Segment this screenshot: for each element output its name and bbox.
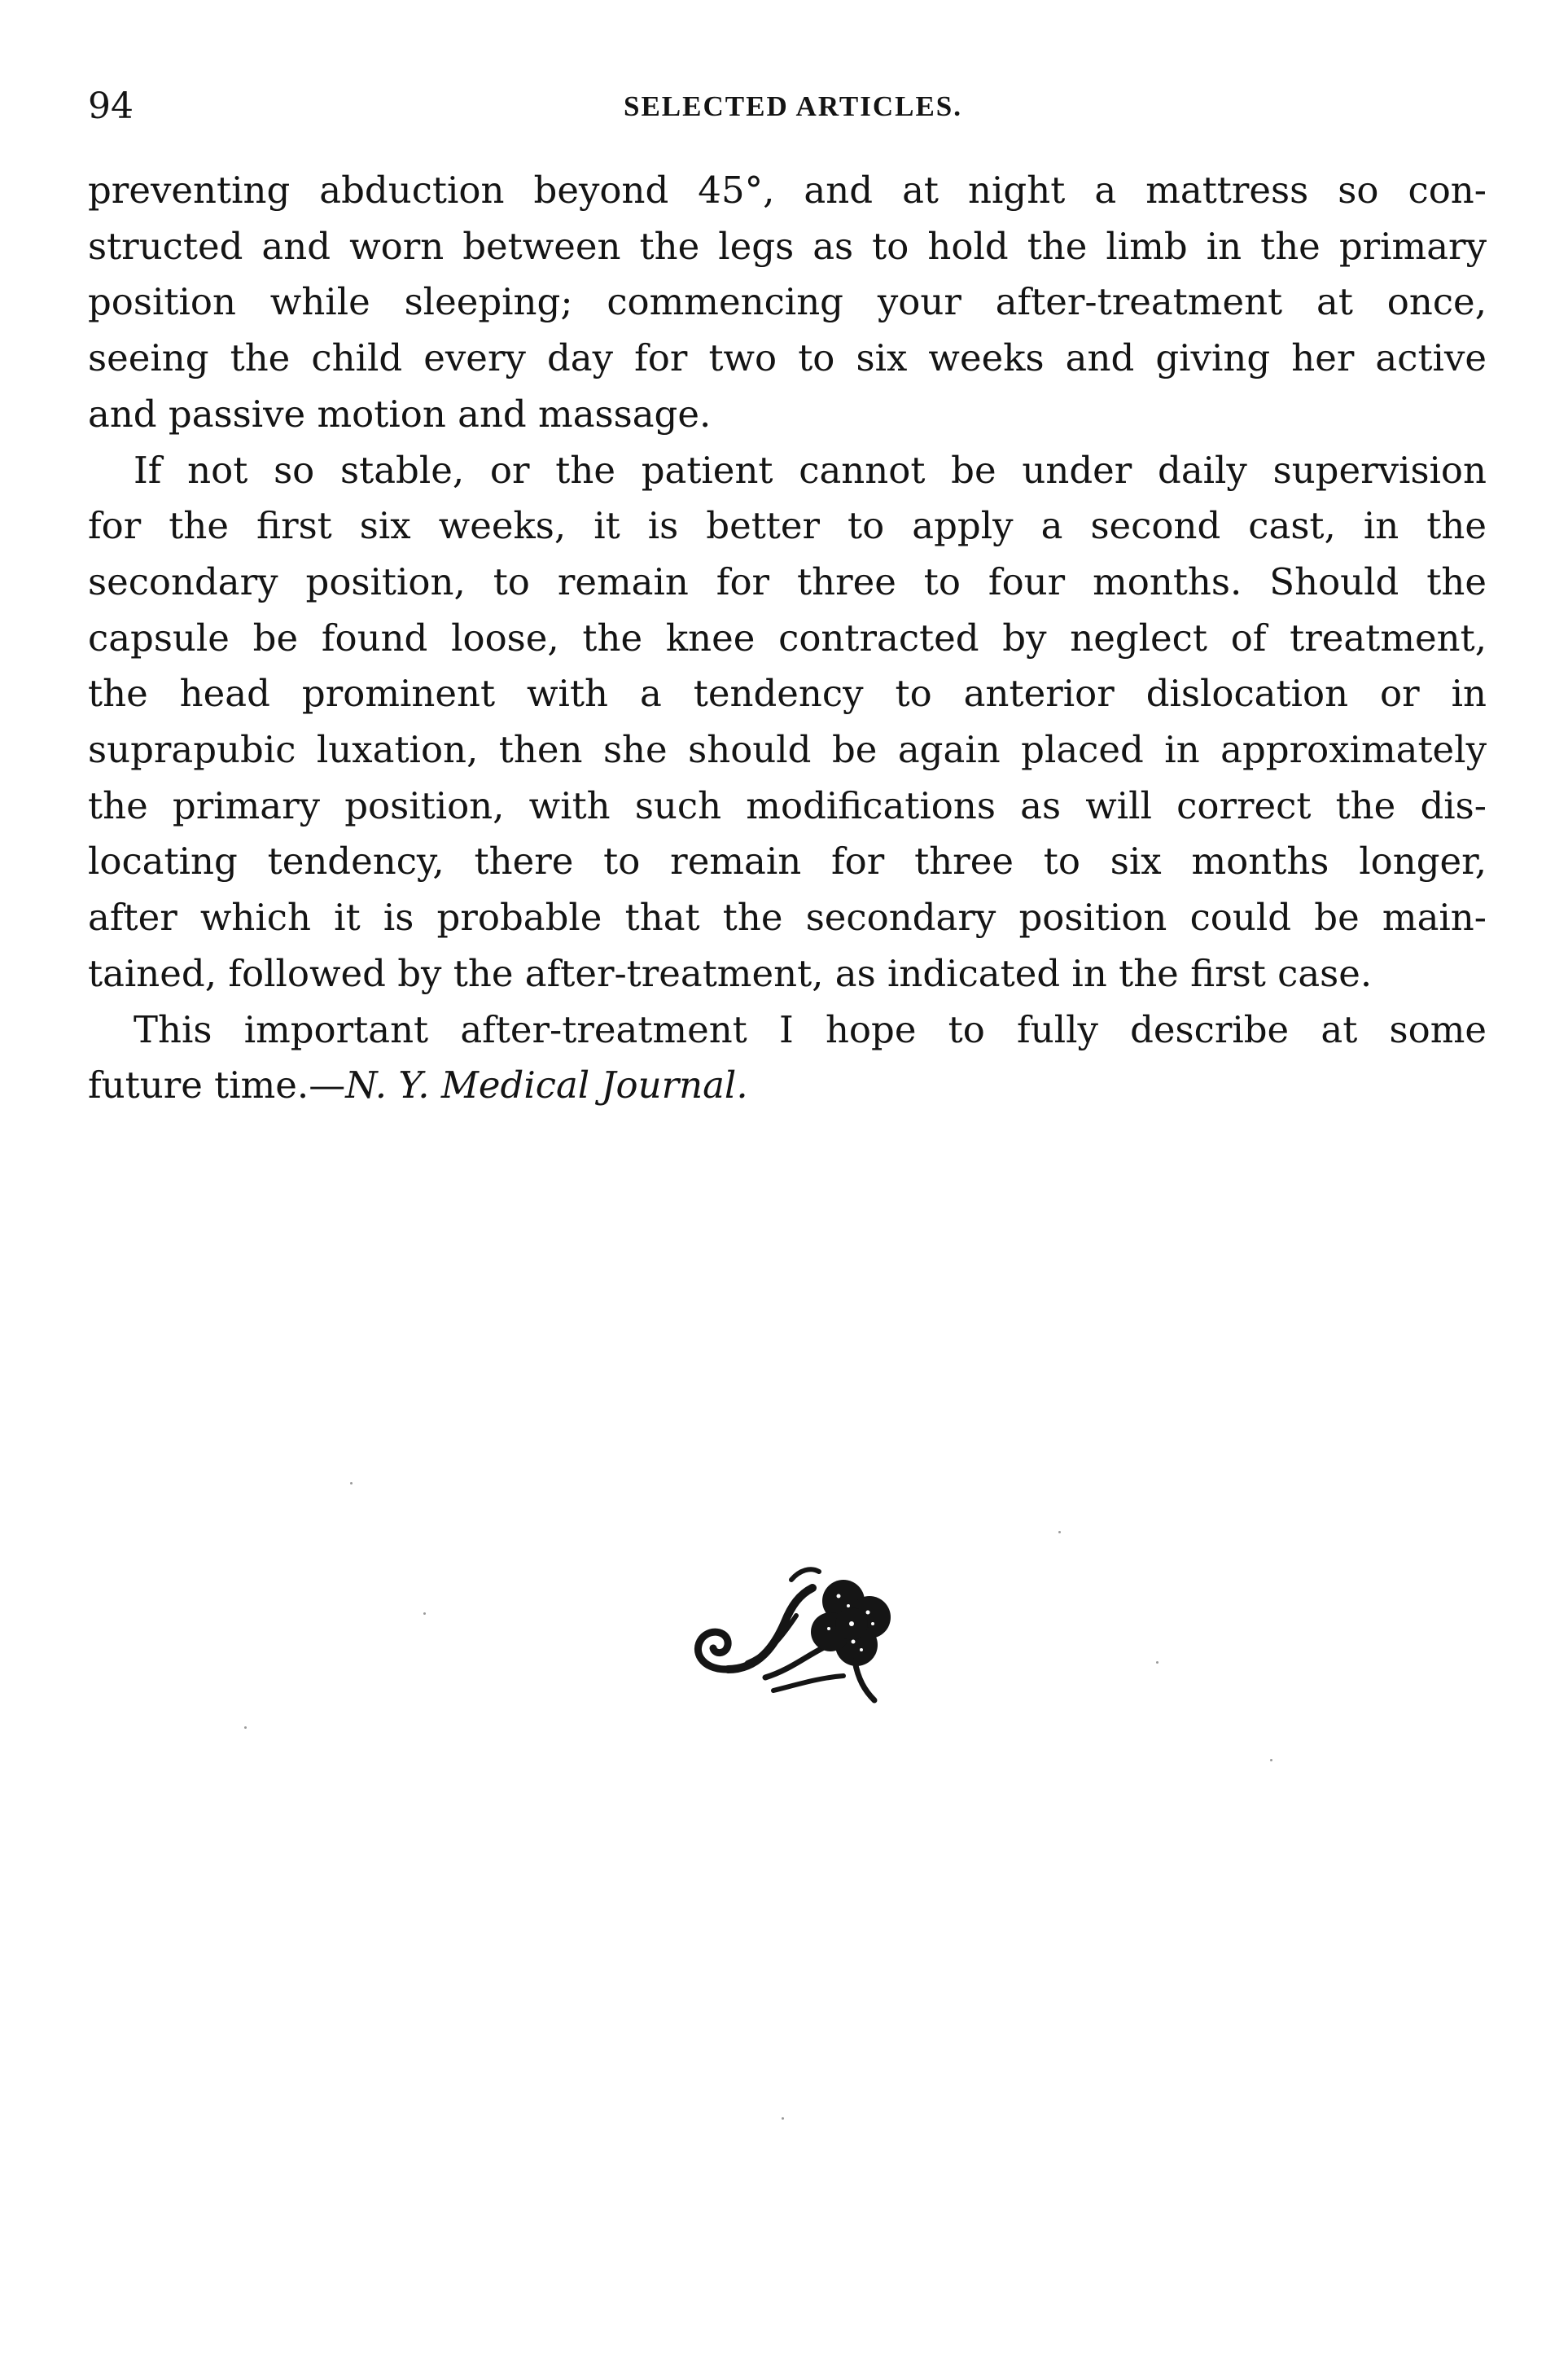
paragraph-line: and passive motion and massage.	[88, 392, 712, 436]
print-speck	[350, 1482, 353, 1484]
print-speck	[1156, 1661, 1158, 1664]
print-speck	[1270, 1759, 1272, 1761]
paragraph-line: for the first six weeks, it is better to apply a second cast, in the	[88, 504, 1487, 548]
print-speck	[1058, 1531, 1061, 1533]
paragraph-line-with-citation	[88, 1058, 1487, 1114]
clover-flourish-icon	[669, 1547, 904, 1710]
print-speck	[782, 2117, 784, 2120]
paragraph-line: after which it is probable that the secondary position could be main-	[88, 896, 1487, 940]
print-speck	[244, 1726, 247, 1729]
paragraph-line: preventing abduction beyond 45°, and at night a mattress so con-	[88, 169, 1487, 212]
print-speck	[423, 1612, 426, 1615]
running-head: SELECTED ARTICLES.	[623, 90, 963, 122]
paragraph-line: the head prominent with a tendency to anterior dislocation or in	[88, 672, 1487, 716]
paragraph-text: future time.—	[88, 1063, 346, 1107]
paragraph-line: locating tendency, there to remain for three to six months longer,	[88, 840, 1487, 884]
paragraph-line: tained, followed by the after-treatment, as indicated in the first case.	[88, 951, 1373, 995]
paragraph-line: This important after-treatment I hope to fully describe at some	[134, 1007, 1487, 1051]
paragraph-line: If not so stable, or the patient cannot be under daily supervision	[134, 448, 1487, 492]
paragraph-line: capsule be found loose, the knee contracted by neglect of treatment,	[88, 616, 1487, 660]
paragraph-line: position while sleeping; commencing your after-treatment at once,	[88, 280, 1487, 324]
source-citation: N. Y. Medical Journal.	[345, 1063, 748, 1107]
page-number: 94	[88, 86, 134, 127]
paragraph-line: the primary position, with such modifications as will correct the dis-	[88, 783, 1487, 827]
paragraph-line: suprapubic luxation, then she should be again placed in approximately	[88, 728, 1487, 772]
paragraph-line: seeing the child every day for two to six weeks and giving her active	[88, 336, 1487, 380]
paragraph-line: secondary position, to remain for three to four months. Should the	[88, 559, 1487, 603]
page-header	[85, 78, 1501, 135]
paragraph-line: structed and worn between the legs as to hold the limb in the primary	[88, 224, 1487, 268]
article-body	[88, 163, 1487, 1114]
